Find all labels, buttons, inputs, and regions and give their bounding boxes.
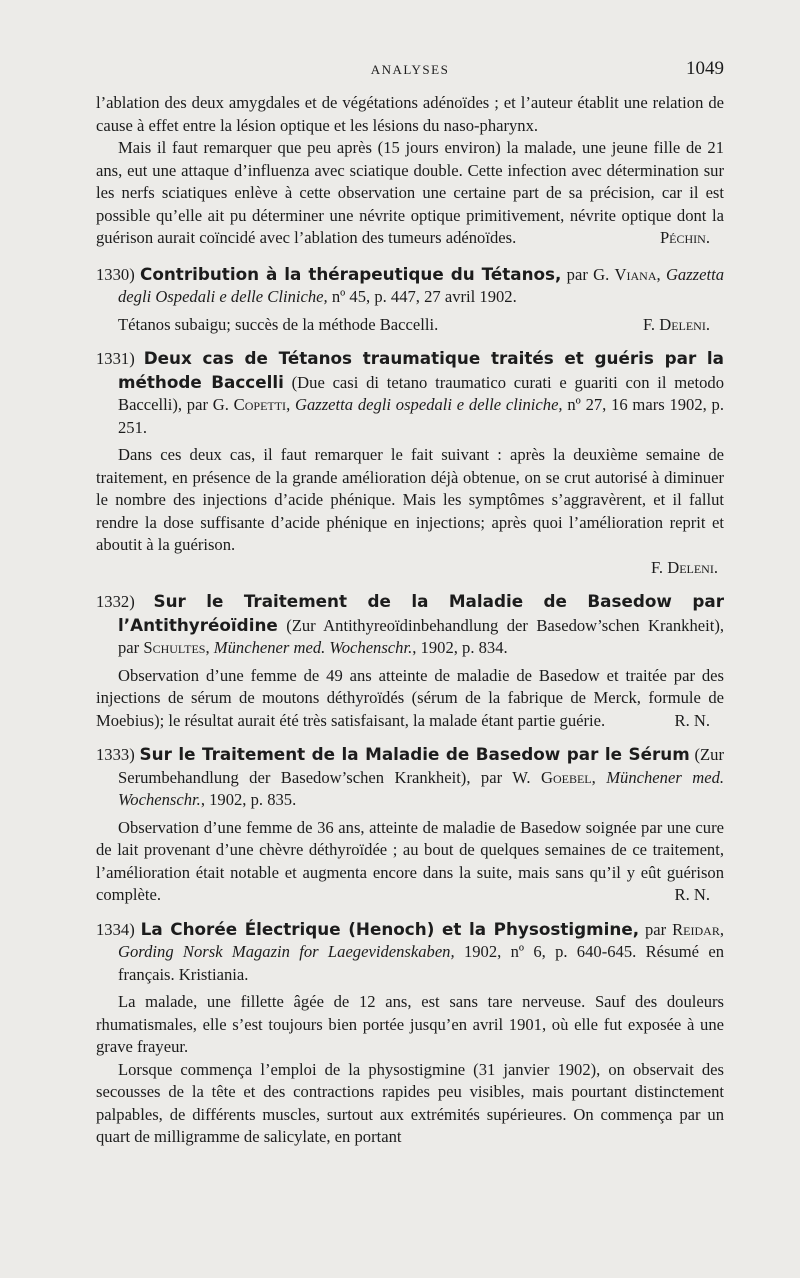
- entry-summary: [96, 817, 724, 907]
- entry-ref-post: , 1902, p. 835.: [200, 790, 297, 809]
- entry-summary-continued: Lorsque commença l’emploi de la physostigmine (31 janvier 1902), on observait des secousses de la tête et des contractions rapides peu visibles, mais pourtant distinctement palpables, de différents muscles, surtout aux extrémités supérieures. On commença par un quart de milligramme de salicylate, en portant: [96, 1059, 724, 1146]
- entry-ref-pre: (Zur Serumbehandlung der Basedow’schen Krankheit), par W.: [118, 745, 724, 787]
- entry-number: 1330): [96, 264, 135, 284]
- entry-1331: [96, 347, 724, 579]
- entry-journal: Gording Norsk Magazin for Laegevidenskaben,: [118, 942, 455, 961]
- entry-author: Schultes: [143, 638, 206, 657]
- entry-author: Copetti: [233, 395, 287, 414]
- entry-1332: [96, 590, 724, 732]
- entry-summary-text: Tétanos subaigu; succès de la méthode Baccelli.: [118, 314, 439, 334]
- entry-1333: [96, 743, 724, 907]
- entry-author: Reidar: [672, 919, 720, 939]
- entry-title: La Chorée Électrique (Henoch) et la Physostigmine,: [140, 918, 640, 939]
- page-header: [96, 58, 724, 82]
- page-number: 1049: [686, 58, 724, 79]
- entry-number: 1334): [96, 919, 135, 939]
- entry-ref-pre: par: [639, 919, 673, 939]
- entry-heading: 1331) Deux cas de Tétanos traumatique traités et guéris par la méthode Baccelli (Due casi di tetano traumatico curati e guariti con il metodo Baccelli), par G. Copetti, Gazzetta degli ospedali e delle cliniche, nº 27, 16 mars 1902, p. 251.: [96, 348, 725, 437]
- intro-paragraph-2: [96, 137, 724, 250]
- entry-heading: 1333) Sur le Traitement de la Maladie de Basedow par le Sérum (Zur Serumbehandlung der Basedow’schen Krankheit), par W. Goebel, Münchener med. Wochenschr., 1902, p. 835.: [96, 744, 725, 809]
- entry-title: Deux cas de Tétanos traumatique traités et guéris par la méthode Baccelli: [118, 348, 725, 392]
- entry-ref-pre: par G.: [561, 264, 615, 284]
- entry-signature: R. N.: [674, 885, 710, 904]
- entry-heading: 1334) La Chorée Électrique (Henoch) et la Physostigmine, par Reidar, Gording Norsk Magazin for Laegevidenskaben, 1902, nº 6, p. 640-645. Résumé en français. Kristiania.: [96, 918, 724, 984]
- entry-title: Sur le Traitement de la Maladie de Basedow par le Sérum: [139, 744, 690, 764]
- entry-heading: 1332) Sur le Traitement de la Maladie de Basedow par l’Antithyréoïdine (Zur Antithyreoïdinbehandlung der Basedow’schen Krankheit), par Schultes, Münchener med. Wochenschr., 1902, p. 834.: [96, 591, 724, 657]
- entry-ref-pre: (Zur Antithyreoïdinbehandlung der Basedow’schen Krankheit), par: [118, 615, 724, 657]
- entry-summary: La malade, une fillette âgée de 12 ans, est sans tare nerveuse. Sauf des douleurs rhumatismales, elle s’est toujours bien portée jusqu’en avril 1901, où elle fut exposée à une grave frayeur.: [96, 992, 724, 1056]
- entry-ref-post: nº 45, p. 447, 27 avril 1902.: [327, 287, 517, 306]
- entry-summary: [96, 665, 724, 733]
- page-body: [96, 92, 724, 1149]
- entry-ref-post: , 1902, p. 834.: [412, 638, 508, 657]
- entry-signature: R. N.: [674, 710, 710, 730]
- entry-1334: [96, 918, 724, 1149]
- intro-signature: Péchin.: [659, 228, 710, 247]
- entry-ref-pre: (Due casi di tetano traumatico curati e guariti con il metodo Baccelli), par G.: [118, 372, 725, 414]
- intro-paragraph-2-text: Mais il faut remarquer que peu après (15 jours environ) la malade, une jeune fille de 21 ans, eut une attaque d’influenza avec sciatique double. Cette infection avec détermination sur les nerfs sciatiques enlève à cette observation une certaine part de sa précision, car il est possible qu’elle ait pu déterminer une névrite optique primitivement, névrite optique dont la guérison aurait coïncidé avec l’ablation des tumeurs adénoïdes.: [96, 138, 724, 247]
- entry-signature: F. Deleni.: [651, 557, 718, 577]
- entry-title: Contribution à la thérapeutique du Tétanos,: [140, 263, 562, 284]
- entry-author: Viana: [614, 264, 657, 284]
- entry-journal: Münchener med. Wochenschr.: [118, 767, 725, 809]
- entry-journal: Gazzetta degli Ospedali e delle Cliniche,: [118, 264, 725, 306]
- running-head: ANALYSES: [370, 62, 450, 77]
- entry-1330: [96, 263, 724, 337]
- entry-summary-text: Observation d’une femme de 49 ans atteinte de maladie de Basedow et traitée par des injections de sérum de moutons déthyroïdés (sérum de la fabrique de Merck, formule de Moebius); le résultat aurait été très satisfaisant, la malade étant partie guérie.: [96, 665, 724, 730]
- entry-number: 1331): [96, 349, 135, 368]
- entry-summary: Dans ces deux cas, il faut remarquer le fait suivant : après la deuxième semaine de traitement, en présence de la grande amélioration déjà obtenue, on se crut autorisé à diminuer le nombre des injections d’acide phénique. Mais les symptômes s’aggravèrent, et il fallut rendre la dose suffisante d’acide phénique en injections; après quoi l’amélioration reprit et aboutit à la guérison.: [96, 445, 724, 554]
- entry-journal: Gazzetta degli ospedali e delle cliniche,: [294, 395, 563, 414]
- entry-ref-post: nº 27, 16 mars 1902, p. 251.: [118, 395, 724, 437]
- entry-summary-text: Observation d’une femme de 36 ans, atteinte de maladie de Basedow soignée par une cure de lait provenant d’une chèvre déthyroïdée ; au bout de quelques semaines de ce traitement, l’amélioration était notable et augmenta encore dans la suite, mais sans qu’il y eût guérison complète.: [96, 817, 724, 904]
- intro-paragraph-1: l’ablation des deux amygdales et de végétations adénoïdes ; et l’auteur établit une relation de cause à effet entre la lésion optique et les lésions du naso-pharynx.: [96, 93, 724, 135]
- entry-title: Sur le Traitement de la Maladie de Basedow par l’Antithyréoïdine: [118, 591, 724, 635]
- entry-number: 1333): [96, 745, 135, 764]
- entry-summary: [96, 314, 724, 337]
- entry-signature: F. Deleni.: [643, 314, 710, 334]
- entry-journal: Münchener med. Wochenschr.: [213, 638, 413, 657]
- entry-author: Goebel: [540, 767, 592, 787]
- entry-number: 1332): [96, 592, 135, 611]
- entry-heading: 1330) Contribution à la thérapeutique du Tétanos, par G. Viana, Gazzetta degli Ospedali e delle Cliniche, nº 45, p. 447, 27 avril 1902.: [96, 263, 725, 306]
- entry-ref-post: 1902, nº 6, p. 640-645. Résumé en français. Kristiania.: [118, 942, 724, 984]
